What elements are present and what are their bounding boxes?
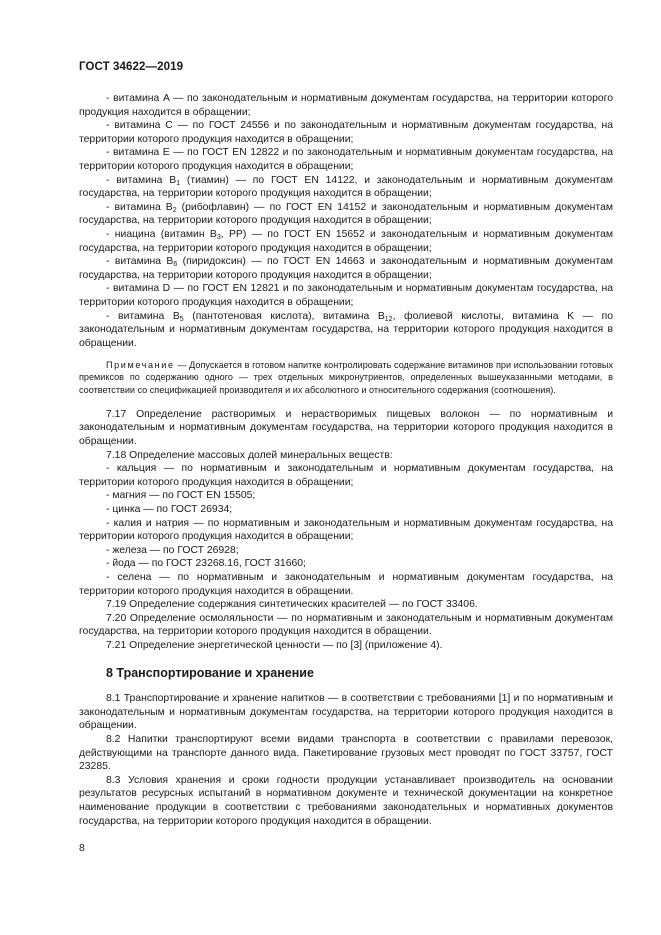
list-item: - витамина $B_6$ (пиридоксин) — по ГОСТ EN 14663 и законодательным и нормативным документам государства, на территории которого продукция находится в обращении; <box>79 256 613 281</box>
paragraph-8-2: 8.2 Напитки транспортируют всеми видами транспорта в соответствии с правилами перевозок, действующими на транспорте данного вида. Пакетирование грузовых мест проводят по ГОСТ 33757, ГОСТ 23285. <box>79 733 613 773</box>
list-item: - железа — по ГОСТ 26928; <box>106 544 239 556</box>
list-item: - селена — по нормативным и законодательным и нормативным документам государства, на территории которого продукция находится в обращении. <box>79 572 613 597</box>
paragraph-7-20: 7.20 Определение осмоляльности — по нормативным и законодательным и нормативным документам государства, на территории которого продукция находится в обращении. <box>79 612 613 638</box>
list-item: - витамина E — по ГОСТ EN 12822 и по законодательным и нормативным документам государства, на территории которого продукция находится в обращении; <box>79 147 613 172</box>
paragraph-7-19: 7.19 Определение содержания синтетических красителей — по ГОСТ 33406. <box>106 599 478 611</box>
document-header: ГОСТ 34622—2019 <box>79 61 184 73</box>
list-item: - калия и натрия — по нормативным и законодательным и нормативным документам государства, на территории которого продукция находится в обращении; <box>79 517 613 543</box>
list-item: - витамина A — по законодательным и нормативным документам государства, на территории которого продукция находится в обращении; <box>79 93 613 118</box>
paragraph-7-17: 7.17 Определение растворимых и нерастворимых пищевых волокон — по нормативным и законодательным и нормативным документам государства, на территории которого продукция находится в обращении. <box>79 408 613 448</box>
list-item: - кальция — по нормативным и законодательным и нормативным документам государства, на территории которого продукция находится в обращении; <box>79 463 613 488</box>
paragraph-8-1: 8.1 Транспортирование и хранение напитков — в соответствии с требованиями [1] и по нормативным и законодательным и нормативным документам государства, на территории которого продукция находится в обращении. <box>79 693 613 732</box>
note-label: Примечание <box>106 360 175 371</box>
paragraph-8-3: 8.3 Условия хранения и сроки годности продукции устанавливает производитель на основании результатов ресурсных испытаний в нормативном документе и технической документации на конкретное наименование продукции в соответствии с требованиями законодательных и нормативных документов государства, на территории которого продукция находится в обращении. <box>79 774 613 827</box>
document-body <box>79 92 613 828</box>
list-item: - цинка — по ГОСТ 26934; <box>106 504 233 516</box>
page-number: 8 <box>79 843 85 854</box>
note-paragraph <box>79 359 613 396</box>
list-item: - витамина $B_5$ (пантотеновая кислота), витамина $B_{12}$, фолиевой кислоты, витамина K — по законодательным и нормативным документам государства, на территории которого продукция находится в обращении. <box>79 310 614 349</box>
list-item: - витамина $B_1$ (тиамин) — по ГОСТ EN 14122, и законодательным и нормативным документам государства, на территории которого продукция находится в обращении; <box>79 174 613 200</box>
section-8-title: 8 Транспортирование и хранение <box>106 665 314 680</box>
paragraph-7-18: 7.18 Определение массовых долей минеральных веществ: <box>106 449 393 461</box>
list-item: - витамина D — по ГОСТ EN 12821 и по законодательным и нормативным документам государства, на территории которого продукция находится в обращении; <box>79 283 613 308</box>
list-item: - йода — по ГОСТ 23268.16, ГОСТ 31660; <box>106 558 306 570</box>
list-item: - магния — по ГОСТ EN 15505; <box>106 490 256 502</box>
list-item: - ниацина (витамин $B_3$, PP) — по ГОСТ EN 15652 и законодательным и нормативным документам государства, на территории которого продукция находится в обращении; <box>79 228 613 254</box>
list-item: - витамина $B_2$ (рибофлавин) — по ГОСТ EN 14152 и законодательным и нормативным документам государства, на территории которого продукция находится в обращении; <box>79 201 613 227</box>
paragraph-7-21: 7.21 Определение энергетической ценности — по [3] (приложение 4). <box>106 639 443 651</box>
note-text: — Допускается в готовом напитке контролировать содержание витаминов при использовании готовых премиксов по содержанию одного — трех отдельных микронутриентов, определенных вышеуказанными методами, в соответствии со спецификацией производителя и их абсолютного и относительного содержания (соотношения). <box>79 360 613 395</box>
list-item: - витамина C — по ГОСТ 24556 и по законодательным и нормативным документам государства, на территории которого продукция находится в обращении; <box>79 120 613 145</box>
